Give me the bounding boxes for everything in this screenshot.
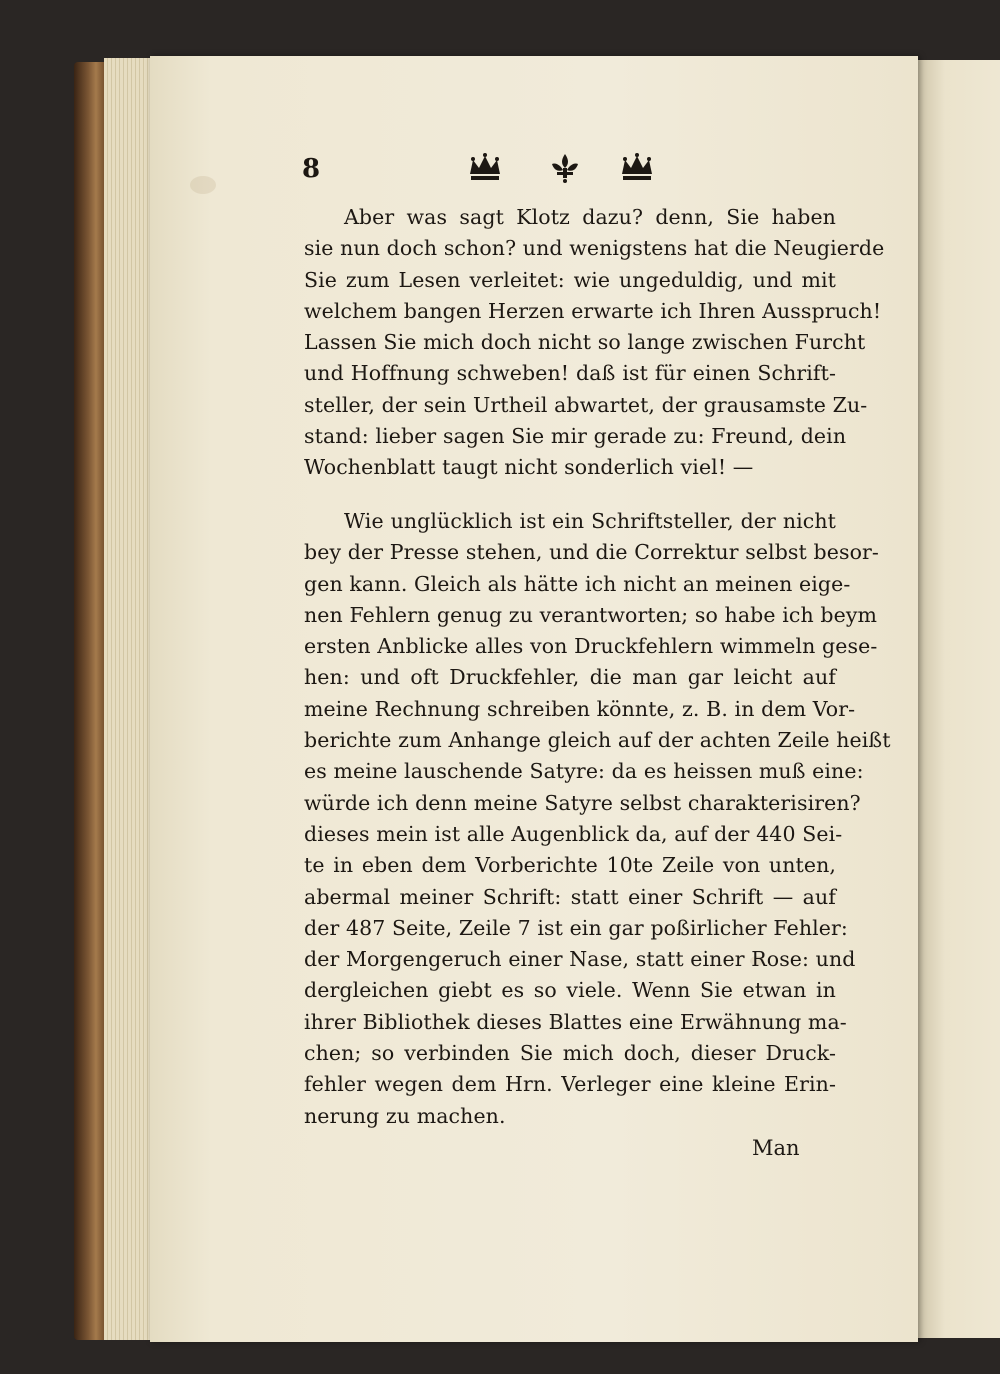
text-line: ersten Anblicke alles von Druckfehlern wimmeln gese- [304,634,878,659]
paragraph-2 [304,506,891,1132]
text-line: würde ich denn meine Satyre selbst charakterisiren? [304,790,861,815]
text-line: bey der Presse stehen, und die Correktur selbst besor- [304,540,879,565]
text-line: es meine lauschende Satyre: da es heissen muß eine: [304,759,864,784]
crown-icon [468,152,502,184]
text-line: und Hoffnung schweben! daß ist für einen Schrift- [304,361,836,386]
text-line: fehler wegen dem Hrn. Verleger eine kleine Erin- [304,1072,836,1097]
paragraph-1 [304,202,885,484]
text-line: der Morgengeruch einer Nase, statt einer Rose: und [304,947,856,972]
fleur-icon [548,152,582,184]
facing-page-edge [918,60,1000,1338]
text-line: chen; so verbinden Sie mich doch, dieser Druck- [304,1041,836,1066]
text-line: dieses mein ist alle Augenblick da, auf der 440 Sei- [304,821,843,846]
text-line: Aber was sagt Klotz dazu? denn, Sie haben [344,205,836,229]
text-line: nerung zu machen. [304,1103,506,1128]
page-header [302,148,822,192]
text-line: te in eben dem Vorberichte 10te Zeile von unten, [304,853,836,878]
text-line: gen kann. Gleich als hätte ich nicht an meinen eige- [304,571,851,596]
text-line: steller, der sein Urtheil abwartet, der grausamste Zu- [304,392,868,417]
text-line: sie nun doch schon? und wenigstens hat die Neugierde [304,236,885,261]
crown-icon [620,152,654,184]
catchword: Man [752,1136,800,1160]
text-line: welchem bangen Herzen erwarte ich Ihren Ausspruch! [304,298,882,323]
text-line: abermal meiner Schrift: statt einer Schrift — auf [304,884,836,909]
text-line: berichte zum Anhange gleich auf der achten Zeile heißt [304,728,891,753]
paper-stain [190,176,216,194]
text-line: Lassen Sie mich doch nicht so lange zwischen Furcht [304,330,866,355]
text-line: Sie zum Lesen verleitet: wie ungeduldig, und mit [304,267,836,292]
text-line: nen Fehlern genug zu verantworten; so habe ich beym [304,602,878,627]
text-line: stand: lieber sagen Sie mir gerade zu: Freund, dein [304,424,847,449]
text-line: der 487 Seite, Zeile 7 ist ein gar poßirlicher Fehler: [304,915,848,940]
page-number: 8 [302,154,321,184]
text-line: hen: und oft Druckfehler, die man gar leicht auf [304,665,836,690]
text-line: dergleichen giebt es so viele. Wenn Sie etwan in [304,978,836,1003]
text-line: ihrer Bibliothek dieses Blattes eine Erwähnung ma- [304,1009,847,1034]
text-line: Wie unglücklich ist ein Schriftsteller, der nicht [344,509,836,533]
text-line: meine Rechnung schreiben könnte, z. B. in dem Vor- [304,696,856,721]
text-line: Wochenblatt taugt nicht sonderlich viel! — [304,455,754,480]
